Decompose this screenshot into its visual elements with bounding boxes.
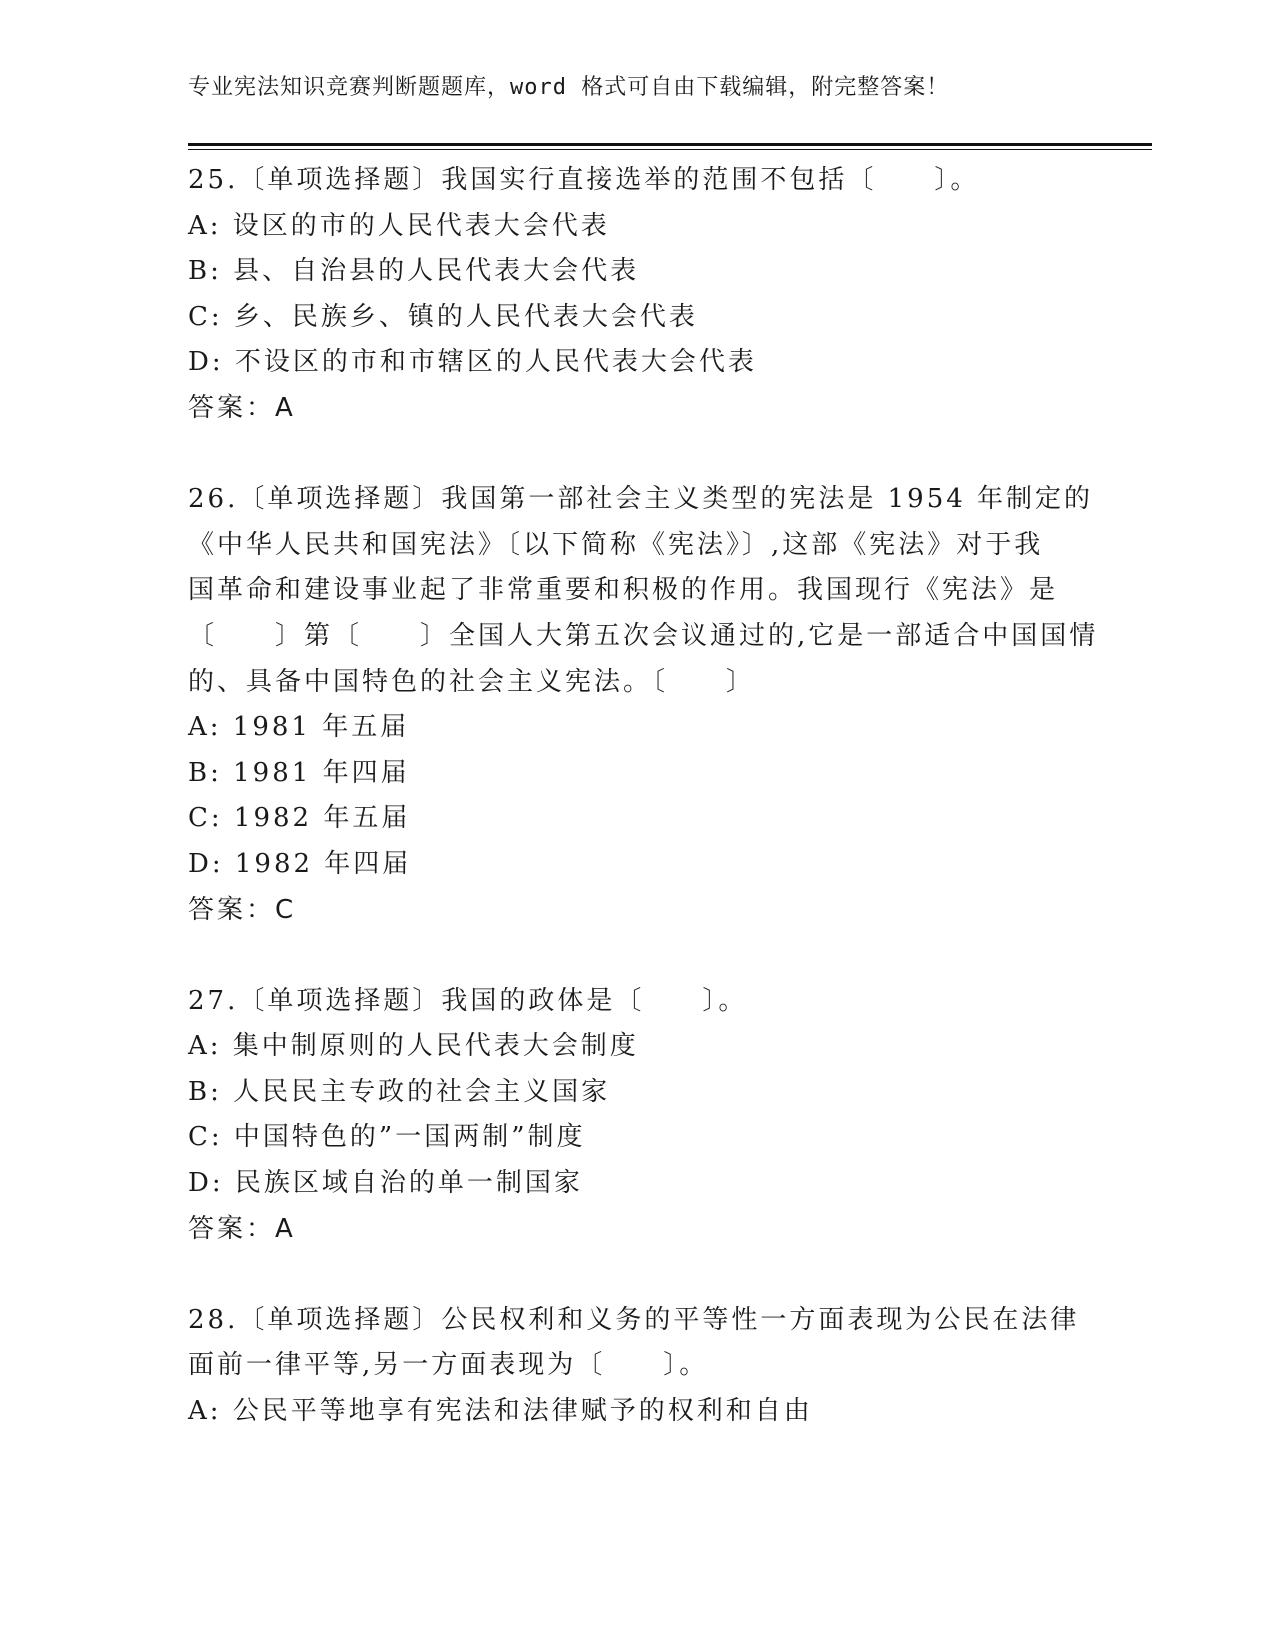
question-text: 27.〔单项选择题〕我国的政体是〔 〕。 — [188, 985, 748, 1016]
question-25 — [188, 158, 1088, 432]
question-text: 《中华人民共和国宪法》〔以下简称《宪法》〕,这部《宪法》对于我 — [188, 529, 1044, 560]
option-d: D: 民族区域自治的单一制国家 — [188, 1168, 583, 1199]
question-text: 国革命和建设事业起了非常重要和积极的作用。我国现行《宪法》是 — [188, 575, 1059, 606]
header-rule-thin — [188, 149, 1152, 150]
answer: 答案：C — [188, 894, 297, 925]
question-text: 26.〔单项选择题〕我国第一部社会主义类型的宪法是 1954 年制定的 — [188, 484, 1094, 515]
page-header: 专业宪法知识竞赛判断题题库，word 格式可自由下载编辑，附完整答案！ — [188, 75, 950, 100]
spacer — [188, 1252, 1088, 1298]
option-d: D: 1982 年四届 — [188, 848, 412, 879]
header-rule-thick — [188, 143, 1152, 146]
spacer — [188, 432, 1088, 478]
answer: 答案：A — [188, 1213, 296, 1244]
question-text: 25.〔单项选择题〕我国实行直接选举的范围不包括〔 〕。 — [188, 165, 980, 195]
question-text: 面前一律平等,另一方面表现为〔 〕。 — [188, 1350, 709, 1381]
question-text: 28.〔单项选择题〕公民权利和义务的平等性一方面表现为公民在法律 — [188, 1304, 1080, 1335]
answer: 答案：A — [188, 392, 296, 423]
option-c: C: 乡、民族乡、镇的人民代表大会代表 — [188, 301, 698, 332]
option-c: C: 中国特色的”一国两制”制度 — [188, 1122, 586, 1153]
option-b: B: 1981 年四届 — [188, 757, 410, 788]
spacer — [188, 933, 1088, 979]
option-c: C: 1982 年五届 — [188, 803, 411, 834]
option-b: B: 县、自治县的人民代表大会代表 — [188, 256, 640, 287]
option-a: A: 集中制原则的人民代表大会制度 — [188, 1031, 639, 1062]
option-a: A: 设区的市的人民代表大会代表 — [188, 210, 610, 241]
question-list — [188, 158, 1099, 1435]
question-text: 〔 〕第〔 〕全国人大第五次会议通过的,它是一部适合中国国情 — [188, 620, 1099, 651]
option-a: A: 1981 年五届 — [188, 712, 410, 743]
question-26 — [188, 477, 1099, 933]
question-text: 的、具备中国特色的社会主义宪法。〔 〕 — [188, 666, 756, 697]
option-d: D: 不设区的市和市辖区的人民代表大会代表 — [188, 347, 757, 378]
option-a: A: 公民平等地享有宪法和法律赋予的权利和自由 — [188, 1396, 813, 1427]
question-28 — [188, 1298, 1088, 1435]
option-b: B: 人民民主专政的社会主义国家 — [188, 1076, 611, 1107]
question-27 — [188, 979, 1088, 1253]
